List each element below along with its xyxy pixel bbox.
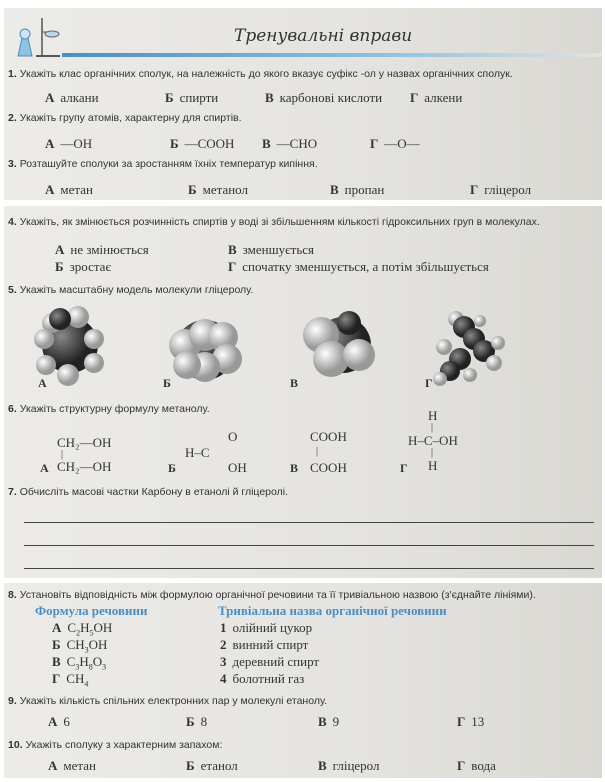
chemical-formula: $CH_3OH$ xyxy=(66,637,108,655)
option-text: —CHO xyxy=(276,136,318,151)
question-number: 5. xyxy=(8,284,17,296)
option-text: 6 xyxy=(63,714,70,729)
answer-option[interactable] xyxy=(228,259,489,274)
option-letter: В xyxy=(318,714,327,729)
question-number: 3. xyxy=(8,158,17,170)
bond-line: | xyxy=(316,446,319,457)
option-text: болотний газ xyxy=(232,671,305,686)
answer-option[interactable] xyxy=(410,90,462,105)
formula-a1: CH₂—OH xyxy=(57,435,112,450)
section-title: Тренувальні вправи xyxy=(234,26,413,46)
answer-line[interactable] xyxy=(24,545,594,546)
answer-option[interactable] xyxy=(48,714,70,729)
option-letter: А xyxy=(55,242,65,257)
option-letter: А xyxy=(45,182,55,197)
question-text: Укажіть сполуку з характерним запахом: xyxy=(25,739,223,751)
option-text: алкани xyxy=(60,90,99,105)
question-text: Укажіть групу атомів, характерну для спиртів. xyxy=(19,112,242,124)
formula-option-letter[interactable]: Б xyxy=(168,461,176,475)
answer-option[interactable] xyxy=(45,136,92,151)
question-9 xyxy=(8,695,327,707)
answer-option[interactable] xyxy=(318,714,339,729)
option-letter: В xyxy=(52,654,61,669)
answer-line[interactable] xyxy=(24,522,594,523)
formula-c2: COOH xyxy=(310,460,347,475)
option-letter: Г xyxy=(410,90,419,105)
question-text: Укажіть масштабну модель молекули гліцеролу. xyxy=(19,284,254,296)
option-letter: А xyxy=(48,758,58,773)
option-letter: Б xyxy=(186,714,195,729)
answer-option[interactable] xyxy=(55,242,149,257)
question-3 xyxy=(8,158,318,170)
question-5 xyxy=(8,284,253,296)
model-label[interactable]: Г xyxy=(425,376,433,390)
question-6 xyxy=(8,403,210,415)
answer-option[interactable] xyxy=(457,758,496,773)
answer-option[interactable] xyxy=(55,259,111,274)
formula-b2: O xyxy=(228,429,238,444)
model-label[interactable]: В xyxy=(290,376,299,390)
formula-c1: COOH xyxy=(310,429,347,444)
formula-option-letter[interactable]: А xyxy=(40,461,49,475)
question-number: 10. xyxy=(8,739,23,751)
option-letter: Б xyxy=(52,637,61,652)
answer-option[interactable] xyxy=(186,758,238,773)
formula-option-letter[interactable]: Г xyxy=(400,461,408,475)
answer-option[interactable] xyxy=(318,758,380,773)
question-text: Укажіть, як змінюється розчинність спиртів у воді зі збільшенням кількості гідроксильних груп в молекулах. xyxy=(19,216,540,228)
question-8 xyxy=(8,589,536,601)
chemical-formula: $CH_4$ xyxy=(66,671,89,689)
question-number: 2. xyxy=(8,112,17,124)
option-text: вода xyxy=(471,758,496,773)
option-number: 1 xyxy=(220,620,227,635)
option-text: карбонові кислоти xyxy=(279,90,383,105)
question-text: Укажіть структурну формулу метанолу. xyxy=(19,403,210,415)
answer-option[interactable] xyxy=(370,136,420,151)
option-letter: Б xyxy=(188,182,197,197)
formula-row[interactable] xyxy=(52,654,107,672)
option-letter: Б xyxy=(186,758,195,773)
question-7 xyxy=(8,486,288,498)
formula-a2: CH₂—OH xyxy=(57,459,112,474)
name-row[interactable] xyxy=(220,671,304,686)
option-text: алкени xyxy=(424,90,463,105)
answer-line[interactable] xyxy=(24,568,594,569)
option-letter: А xyxy=(45,136,55,151)
option-letter: В xyxy=(228,242,237,257)
option-text: пропан xyxy=(344,182,385,197)
answer-option[interactable] xyxy=(262,136,317,151)
formula-option-letter[interactable]: В xyxy=(290,461,299,475)
option-text: олійний цукор xyxy=(232,620,313,635)
chemical-formula: $C_2H_5OH$ xyxy=(67,620,113,638)
option-text: 8 xyxy=(200,714,208,729)
option-text: метанол xyxy=(202,182,248,197)
option-text: не змінюється xyxy=(70,242,149,257)
option-text: 9 xyxy=(332,714,340,729)
answer-option[interactable] xyxy=(45,90,99,105)
answer-option[interactable] xyxy=(165,90,218,105)
option-letter: Г xyxy=(457,714,466,729)
option-text: метан xyxy=(60,182,93,197)
answer-option[interactable] xyxy=(186,714,207,729)
question-text: Укажіть кількість спільних електронних пар у молекулі етанолу. xyxy=(19,695,328,707)
option-letter: А xyxy=(45,90,55,105)
answer-option[interactable] xyxy=(48,758,96,773)
name-row[interactable] xyxy=(220,620,312,635)
option-text: винний спирт xyxy=(232,637,309,652)
option-text: —OH xyxy=(60,136,93,151)
question-number: 1. xyxy=(8,68,17,80)
option-text: спочатку зменшується, а потім збільшується xyxy=(242,259,489,274)
option-letter: В xyxy=(318,758,327,773)
name-row[interactable] xyxy=(220,654,319,669)
option-text: гліцерол xyxy=(332,758,380,773)
formula-b3: OH xyxy=(228,460,247,475)
answer-option[interactable] xyxy=(330,182,384,197)
model-label[interactable]: Б xyxy=(163,376,171,390)
question-1 xyxy=(8,68,513,80)
answer-option[interactable] xyxy=(188,182,248,197)
question-text: Укажіть клас органічних сполук, на належність до якого вказує суфікс -ол у назвах органічних сполук. xyxy=(19,68,513,80)
question-10 xyxy=(8,739,222,751)
question-number: 8. xyxy=(8,589,17,601)
question-number: 9. xyxy=(8,695,17,707)
option-letter: Г xyxy=(228,259,237,274)
option-text: —O— xyxy=(384,136,420,151)
option-letter: Г xyxy=(470,182,479,197)
option-letter: А xyxy=(48,714,58,729)
option-text: зменшується xyxy=(242,242,315,257)
option-text: —COOH xyxy=(184,136,235,151)
option-number: 3 xyxy=(220,654,227,669)
option-number: 4 xyxy=(220,671,227,686)
question-number: 4. xyxy=(8,216,17,228)
title-underline xyxy=(62,53,602,57)
question-number: 6. xyxy=(8,403,17,415)
option-letter: В xyxy=(330,182,339,197)
option-text: спирти xyxy=(179,90,219,105)
answer-option[interactable] xyxy=(470,182,531,197)
formula-row[interactable] xyxy=(52,620,113,638)
bond-line: | xyxy=(431,447,434,458)
formula-row[interactable] xyxy=(52,671,89,689)
option-letter: В xyxy=(265,90,274,105)
question-text: Розташуйте сполуки за зростанням їхніх температур кипіння. xyxy=(19,158,318,170)
option-letter: Г xyxy=(52,671,61,686)
answer-option[interactable] xyxy=(265,90,382,105)
option-text: 13 xyxy=(471,714,485,729)
name-row[interactable] xyxy=(220,637,308,652)
option-letter: Б xyxy=(165,90,174,105)
answer-option[interactable] xyxy=(457,714,484,729)
option-text: етанол xyxy=(200,758,238,773)
bond-line: | xyxy=(431,422,434,433)
question-4 xyxy=(8,216,540,228)
option-text: зростає xyxy=(69,259,112,274)
model-label[interactable]: А xyxy=(38,376,47,390)
lab-flask-icon xyxy=(12,18,62,60)
formula-row[interactable] xyxy=(52,637,108,655)
question-text: Установіть відповідність між формулою органічної речовини та її тривіальною назвою (з'єднайте лініями). xyxy=(19,589,536,601)
bond-line: | xyxy=(61,449,64,460)
option-number: 2 xyxy=(220,637,227,652)
column-header-name: Тривіальна назва органічної речовини xyxy=(218,603,447,618)
formula-d1: H xyxy=(428,408,438,423)
answer-option[interactable] xyxy=(170,136,234,151)
question-number: 7. xyxy=(8,486,17,498)
option-text: метан xyxy=(63,758,96,773)
option-text: гліцерол xyxy=(484,182,532,197)
option-letter: А xyxy=(52,620,62,635)
option-letter: Г xyxy=(457,758,466,773)
column-header-formula: Формула речовини xyxy=(35,603,148,618)
formula-d3: H xyxy=(428,458,438,473)
option-letter: Б xyxy=(55,259,64,274)
formula-d2: H–C–OH xyxy=(408,433,458,448)
answer-option[interactable] xyxy=(45,182,93,197)
formula-b1: H–C xyxy=(185,445,210,460)
option-letter: В xyxy=(262,136,271,151)
option-letter: Г xyxy=(370,136,379,151)
option-text: деревний спирт xyxy=(232,654,320,669)
answer-option[interactable] xyxy=(228,242,314,257)
option-letter: Б xyxy=(170,136,179,151)
question-2 xyxy=(8,112,242,124)
chemical-formula: $C_3H_8O_3$ xyxy=(66,654,107,672)
question-text: Обчисліть масові частки Карбону в етанолі й гліцеролі. xyxy=(19,486,288,498)
